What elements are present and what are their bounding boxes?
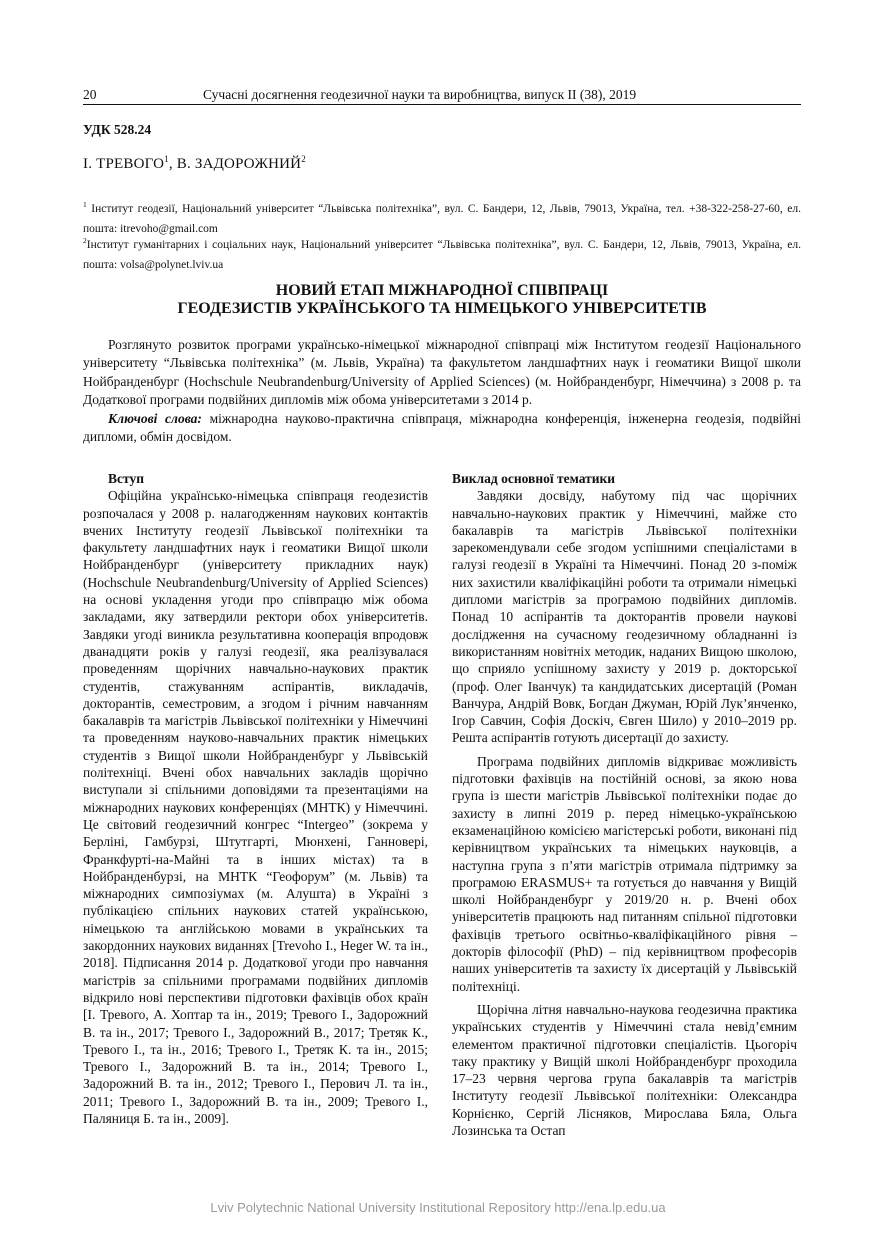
affiliation-mark: 2 [301, 154, 306, 164]
keywords-text: міжнародна науково-практична співпраця, міжнародна конференція, інженерна геодезія, подвійні дипломи, обмін досвідом. [83, 410, 802, 445]
keywords-label: Ключові слова: [108, 410, 202, 426]
author-name: В. ЗАДОРОЖНИЙ [176, 156, 302, 172]
affiliation-mark: 1 [83, 200, 87, 209]
section-heading-intro: Вступ [108, 471, 144, 486]
repository-footer: Lviv Polytechnic National University Institutional Repository http://ena.lp.edu.ua [210, 1200, 666, 1215]
title-line: ГЕОДЕЗИСТІВ УКРАЇНСЬКОГО ТА НІМЕЦЬКОГО УНІВЕРСИТЕТІВ [177, 300, 707, 317]
left-column [83, 470, 428, 1127]
author-separator: , [168, 156, 177, 172]
running-header [83, 86, 801, 104]
section-heading-main: Виклад основної тематики [452, 471, 616, 486]
right-column [452, 470, 797, 1139]
author-name: І. ТРЕВОГО [83, 156, 165, 172]
body-paragraph: Завдяки досвіду, набутому під час щорічних навчально-наукових практик у Німеччині, майже сто бакалаврів та магістрів Львівської політехніки зарекомендували себе згодом успішними спеціалістами в галузі геодезії в Україні та Німеччині. Понад 20 з-поміж них захистили кваліфікаційні роботи та отримали німецькі дипломи магістрів за програмою подвійних дипломів. Понад 10 аспірантів та докторантів провели наукові дослідження на сучасному геодезичному обладнанні із використанням новітніх методик, наданих Вищою школою, що сприяло успішному захисту у 2019 р. докторської (проф. Олег Іванчук) та кандидатських дисертацій (Роман Ванчура, Андрій Вовк, Богдан Джуман, Юрій Лук’янченко, Ігор Савчин, Софія Доскіч, Євген Шило) у 2010–2019 рр. Решта аспірантів готують дисертації до захисту. [452, 488, 797, 746]
keywords [83, 410, 801, 447]
affiliation-text: Інститут геодезії, Національний університет “Львівська політехніка”, вул. С. Бандери, 12, Львів, 79013, Україна, тел. +38-322-258-27-60, ел. пошта: itrevoho@gmail.com [83, 202, 801, 235]
body-paragraph: Щорічна літня навчально-наукова геодезична практика українських студентів у Німеччині стала невід’ємним елементом практичної підготовки спеціалістів. Цьогоріч таку практику у Вищій школі Нойбранденбург проходила 17–23 червня чергова група бакалаврів та магістрів Інституту геодезії Львівської політехніки: Олександра Корнієнко, Сергій Лісняков, Мирослава Бяла, Ольга Лозинська та Остап [452, 1001, 797, 1138]
affiliation-2 [83, 231, 801, 275]
authors-line [83, 154, 306, 173]
abstract [83, 336, 801, 446]
intro-paragraph: Офіційна українсько-німецька співпраця геодезистів розпочалася у 2008 р. налагодженням наукових контактів вчених Інституту геодезії Львівської політехніки та факультету ландшафтних наук і геоматики Вищої школи Нойбранденбург (університету прикладних наук) (Hochschule Neubrandenburg/University of Applied Sciences) на основі укладення угоди про співпрацю між обома закладами, яку затвердили ректори обох університетів. Завдяки угоді виникла результативна кооперація впродовж дванадцяти років у галузі геодезії, яка реалізувалася проведенням щорічних навчально-наукових практик студентів, стажуванням аспірантів, викладачів, докторантів, семестровим, а згодом і річним навчанням бакалаврів та магістрів Львівської політехніки у Німеччині та проведенням науково-навчальних практик німецьких студентів з Вищої школи Нойбранденбург у Львівській політехніці. Вчені обох навчальних закладів щорічно виступали зі спільними доповідями та презентаціями на міжнародних наукових конференціях (МНТК) у Німеччині. Це світовий геодезичний конгрес “Intergeo” (зокрема у Берліні, Гамбурзі, Штутгарті, Мюнхені, Ганновері, Франкфурті-на-Майні та в інших містах) та в Нойбранденбурзі, на МНТК “Геофорум” (м. Львів) та міжнародних симпозіумах (м. Алушта) в Україні з публікацією спільних наукових статей українською, німецькою та англійською мовами в українських та закордонних наукових виданнях [Trevoho I., Heger W. та ін., 2018]. Підписання 2014 р. Додаткової угоди про навчання магістрів за спільними програмами подвійних дипломів відкрило нові перспективи підготовки фахівців обох країн [І. Тревого, А. Хоптар та ін., 2019; Тревого І., Задорожний В. та ін., 2017; Тревого І., Задорожний В., 2017; Третяк К., Тревого І., та ін., 2016; Тревого І., Третяк К. та ін., 2015; Тревого І., Задорожний В. та ін., 2014; Тревого І., Задорожний В. та ін., 2012; Тревого І., Перович Л. та ін., 2011; Тревого І., Задорожний В. та ін., 2009; Тревого І., Паляниця Б. та ін., 2009]. [83, 488, 428, 1126]
article-title [83, 282, 801, 318]
udc-code: УДК 528.24 [83, 122, 152, 137]
journal-title: Сучасні досягнення геодезичної науки та виробництва, випуск ІІ (38), 2019 [203, 87, 637, 102]
affiliation-text: Інститут гуманітарних і соціальних наук, Національний університет “Львівська політехніка”, вул. С. Бандери, 12, Львів, 79013, Україна, ел. пошта: volsa@polynet.lviv.ua [83, 238, 801, 271]
affiliation-mark: 2 [83, 236, 87, 245]
title-line: НОВИЙ ЕТАП МІЖНАРОДНОЇ СПІВПРАЦІ [275, 282, 609, 299]
affiliation-mark: 1 [164, 154, 169, 164]
body-paragraph: Програма подвійних дипломів відкриває можливість підготовки фахівців на постійній основі, за якою нова група із шести магістрів Львівської політехніки подає до захисту в липні 2019 р. перед німецько-українською екзаменаційною комісією магістерські роботи, виконані під керівництвом українських та німецьких науковців, а наступна група з п’яти магістрів отримала підтримку за програмою ERASMUS+ та готується до навчання у Вищій школі Нойбранденбург у 2019/20 н. р. Вчені обох університетів працюють над питанням спільної підготовки фахівців третього освітньо-кваліфікаційного рівня – докторів філософії (PhD) – під керівництвом професорів наших університетів та захисту їх дисертацій у Львівській політехніці. [452, 753, 797, 994]
abstract-text: Розглянуто розвиток програми українсько-німецької міжнародної співпраці між Інститутом геодезії Національного університету “Львівська політехніка” (м. Львів, Україна) та факультетом ландшафтних наук і геоматики Вищої школи Нойбранденбург (Hochschule Neubrandenburg/University of Applied Sciences) (м. Нойбранденбург, Німеччина) з 2008 р. та Додаткової програми подвійних дипломів між обома університетами з 2014 р. [83, 337, 801, 408]
page-number: 20 [83, 87, 97, 102]
header-rule [83, 104, 801, 105]
